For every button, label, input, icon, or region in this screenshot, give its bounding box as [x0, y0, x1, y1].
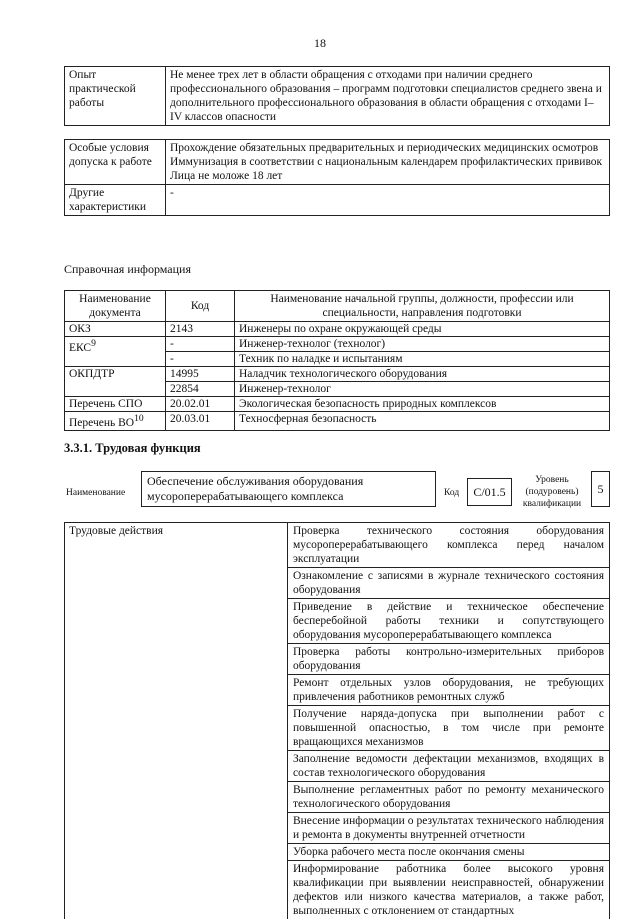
conditions-line: Лица не моложе 18 лет: [170, 169, 605, 183]
header-code: Код: [166, 291, 235, 322]
conditions-line: Иммунизация в соответствии с национальным календарем профилактических прививок: [170, 155, 605, 169]
conditions-value: [166, 140, 610, 185]
doc-cell: ЕКС$^9$: [65, 337, 166, 367]
code-cell: 2143: [166, 322, 235, 337]
table-row: [65, 337, 610, 352]
other-label: Другие характеристики: [65, 185, 166, 216]
other-value: -: [166, 185, 610, 216]
doc-cell: ОКПДТР: [65, 367, 166, 397]
name-cell: Инженер-технолог: [235, 382, 610, 397]
qualification-level-label: Уровень (подуровень) квалификации: [516, 474, 588, 510]
code-cell: 22854: [166, 382, 235, 397]
code-cell: -: [166, 337, 235, 352]
name-cell: Инженеры по охране окружающей среды: [235, 322, 610, 337]
code-cell: 14995: [166, 367, 235, 382]
function-code-label: Код: [444, 486, 459, 500]
action-item: Информирование работника более высокого уровня квалификации при выявлении неисправностей, обнаружении дефектов или низкого качества материалов, а также работ, выполненных с отклонением от стандартных: [287, 861, 609, 919]
table-row: [65, 67, 610, 126]
action-item: Проверка работы контрольно-измерительных приборов оборудования: [287, 644, 609, 675]
action-item: Приведение в действие и техническое обеспечение бесперебойной работы техники и сопутствующего оборудования мусороперерабатывающего комплекса: [287, 599, 609, 644]
experience-value: Не менее трех лет в области обращения с отходами при наличии среднего профессионального образования – программ подготовки специалистов среднего звена и дополнительного профессионального образования в области обращения с отходами I–IV классов опасности: [166, 67, 610, 126]
reference-title: Справочная информация: [64, 262, 191, 276]
actions-label: Трудовые действия: [65, 523, 288, 919]
labor-actions-table: [64, 522, 610, 919]
experience-table: [64, 66, 610, 126]
action-item: Заполнение ведомости дефектации механизмов, входящих в состав технологического оборудования: [287, 751, 609, 782]
table-header-row: [65, 291, 610, 322]
function-code-box: C/01.5: [467, 478, 512, 506]
action-item: Ремонт отдельных узлов оборудования, не требующих привлечения работников ремонтных служб: [287, 675, 609, 706]
code-cell: -: [166, 352, 235, 367]
code-cell: 20.02.01: [166, 397, 235, 412]
name-cell: Техносферная безопасность: [235, 412, 610, 431]
action-item: Выполнение регламентных работ по ремонту механического технологического оборудования: [287, 782, 609, 813]
doc-cell: ОКЗ: [65, 322, 166, 337]
doc-cell: Перечень ВО$^{10}$: [65, 412, 166, 431]
table-row: [65, 397, 610, 412]
table-row: [65, 523, 610, 568]
header-name: Наименование начальной группы, должности, профессии или специальности, направления подготовки: [235, 291, 610, 322]
action-item: Получение наряда-допуска при выполнении работ с повышенной опасностью, в том числе при ремонте вращающихся механизмов: [287, 706, 609, 751]
table-row: [65, 322, 610, 337]
function-name-box: Обеспечение обслуживания оборудования мусороперерабатывающего комплекса: [141, 471, 436, 507]
table-row: [65, 140, 610, 185]
conditions-table: [64, 139, 610, 216]
action-item: Ознакомление с записями в журнале технического состояния оборудования: [287, 568, 609, 599]
doc-cell: Перечень СПО: [65, 397, 166, 412]
name-cell: Инженер-технолог (технолог): [235, 337, 610, 352]
code-cell: 20.03.01: [166, 412, 235, 431]
action-item: Внесение информации о результатах технического наблюдения и ремонта в документы внутренней отчетности: [287, 813, 609, 844]
function-name-label: Наименование: [66, 486, 125, 500]
table-row: [65, 367, 610, 382]
table-row: [65, 412, 610, 431]
name-cell: Экологическая безопасность природных комплексов: [235, 397, 610, 412]
reference-table: [64, 290, 610, 431]
experience-label: Опыт практической работы: [65, 67, 166, 126]
header-document: Наименование документа: [65, 291, 166, 322]
table-row: [65, 185, 610, 216]
footnote-mark: 9: [91, 338, 96, 349]
function-heading: 3.3.1. Трудовая функция: [64, 441, 201, 455]
footnote-mark: 10: [134, 413, 144, 424]
qualification-level-box: 5: [591, 471, 610, 507]
name-cell: Наладчик технологического оборудования: [235, 367, 610, 382]
conditions-line: Прохождение обязательных предварительных и периодических медицинских осмотров: [170, 141, 605, 155]
action-item: Проверка технического состояния оборудования мусороперерабатывающего комплекса перед началом эксплуатации: [287, 523, 609, 568]
action-item: Уборка рабочего места после окончания смены: [287, 844, 609, 861]
conditions-label: Особые условия допуска к работе: [65, 140, 166, 185]
name-cell: Техник по наладке и испытаниям: [235, 352, 610, 367]
page-number: 18: [0, 36, 640, 50]
